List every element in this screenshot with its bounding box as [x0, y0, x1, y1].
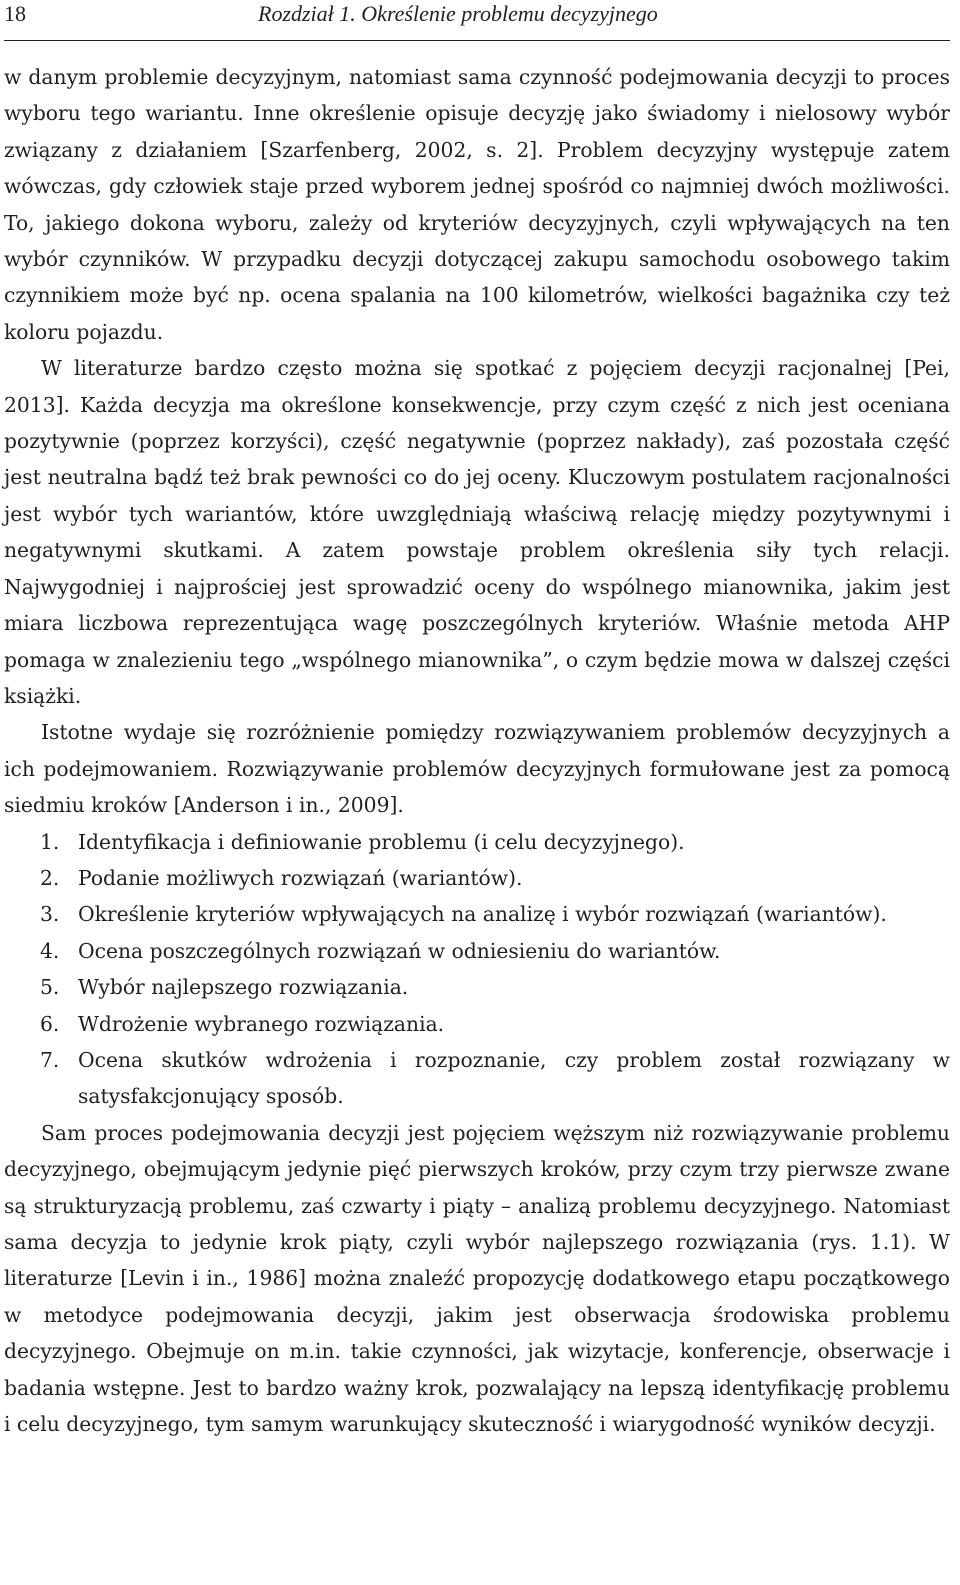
- list-item-text: Wdrożenie wybranego rozwiązania.: [78, 1011, 445, 1036]
- list-item-text: Ocena skutków wdrożenia i rozpoznanie, czy problem został rozwiązany w satysfakcjonujący sposób.: [78, 1047, 950, 1109]
- list-item: [4, 1006, 950, 1042]
- list-item-number: 1.: [40, 829, 60, 854]
- list-item-number: 6.: [40, 1011, 60, 1036]
- steps-list: [4, 824, 950, 1115]
- list-item: [4, 1042, 950, 1115]
- list-item-number: 3.: [40, 902, 60, 927]
- list-item-text: Identyfikacja i definiowanie problemu (i celu decyzyjnego).: [78, 829, 685, 854]
- list-item: [4, 969, 950, 1005]
- paragraph-1: w danym problemie decyzyjnym, natomiast sama czynność podejmowania decyzji to proces wyboru tego wariantu. Inne określenie opisuje decyzję jako świadomy i nielosowy wybór związany z działaniem [Szarfenberg, 2002, s. 2]. Problem decyzyjny występuje zatem wówczas, gdy człowiek staje przed wyborem jednej spośród co najmniej dwóch możliwości. To, jakiego dokona wyboru, zależy od kryteriów decyzyjnych, czyli wpływających na ten wybór czynników. W przypadku decyzji dotyczącej zakupu samochodu osobowego takim czynnikiem może być np. ocena spalania na 100 kilometrów, wielkości bagażnika czy też koloru pojazdu.: [4, 65, 950, 344]
- list-item-number: 5.: [40, 975, 60, 1000]
- list-item: [4, 896, 950, 932]
- list-item: [4, 860, 950, 896]
- paragraph-3: Istotne wydaje się rozróżnienie pomiędzy rozwiązywaniem problemów decyzyjnych a ich podejmowaniem. Rozwiązywanie problemów decyzyjnych formułowane jest za pomocą siedmiu kroków [Anderson i in., 2009].: [4, 720, 950, 818]
- paragraph-4: Sam proces podejmowania decyzji jest pojęciem węższym niż rozwiązywanie problemu decyzyjnego, obejmującym jedynie pięć pierwszych kroków, przy czym trzy pierwsze zwane są strukturyzacją problemu, zaś czwarty i piąty – analizą problemu decyzyjnego. Natomiast sama decyzja to jedynie krok piąty, czyli wybór najlepszego rozwiązania (rys. 1.1). W literaturze [Levin i in., 1986] można znaleźć propozycję dodatkowego etapu początkowego w metodyce podejmowania decyzji, jakim jest obserwacja środowiska problemu decyzyjnego. Obejmuje on m.in. takie czynności, jak wizytacje, konferencje, obserwacje i badania wstępne. Jest to bardzo ważny krok, pozwalający na lepszą identyfikację problemu i celu decyzyjnego, tym samym warunkujący skuteczność i wiarygodność wyników decyzji.: [4, 1120, 950, 1437]
- list-item: [4, 824, 950, 860]
- paragraph-2: W literaturze bardzo często można się spotkać z pojęciem decyzji racjonalnej [Pei, 2013]. Każda decyzja ma określone konsekwencje, przy czym część z nich jest oceniana pozytywnie (poprzez korzyści), część negatywnie (poprzez nakłady), zaś pozostała część jest neutralna bądź też brak pewności co do jej oceny. Kluczowym postulatem racjonalności jest wybór tych wariantów, które uwzględniają właściwą relację między pozytywnymi i negatywnymi skutkami. A zatem powstaje problem określenia siły tych relacji. Najwygodniej i najprościej jest sprowadzić oceny do wspólnego mianownika, jakim jest miara liczbowa reprezentująca wagę poszczególnych kryteriów. Właśnie metoda AHP pomaga w znalezieniu tego „wspólnego mianownika”, o czym będzie mowa w dalszej części książki.: [4, 356, 950, 708]
- running-head: Rozdział 1. Określenie problemu decyzyjnego: [258, 1, 658, 26]
- list-item-number: 7.: [40, 1047, 60, 1072]
- list-item-text: Ocena poszczególnych rozwiązań w odniesieniu do wariantów.: [78, 938, 721, 963]
- list-item-text: Wybór najlepszego rozwiązania.: [78, 975, 409, 1000]
- book-page: [4, 0, 950, 1442]
- list-item-text: Określenie kryteriów wpływających na analizę i wybór rozwiązań (wariantów).: [78, 902, 887, 927]
- list-item: [4, 933, 950, 969]
- page-header: [4, 0, 950, 41]
- list-item-number: 4.: [40, 938, 60, 963]
- list-item-text: Podanie możliwych rozwiązań (wariantów).: [78, 865, 523, 890]
- page-number: 18: [4, 1, 26, 26]
- page-body: [4, 59, 950, 1442]
- list-item-number: 2.: [40, 865, 60, 890]
